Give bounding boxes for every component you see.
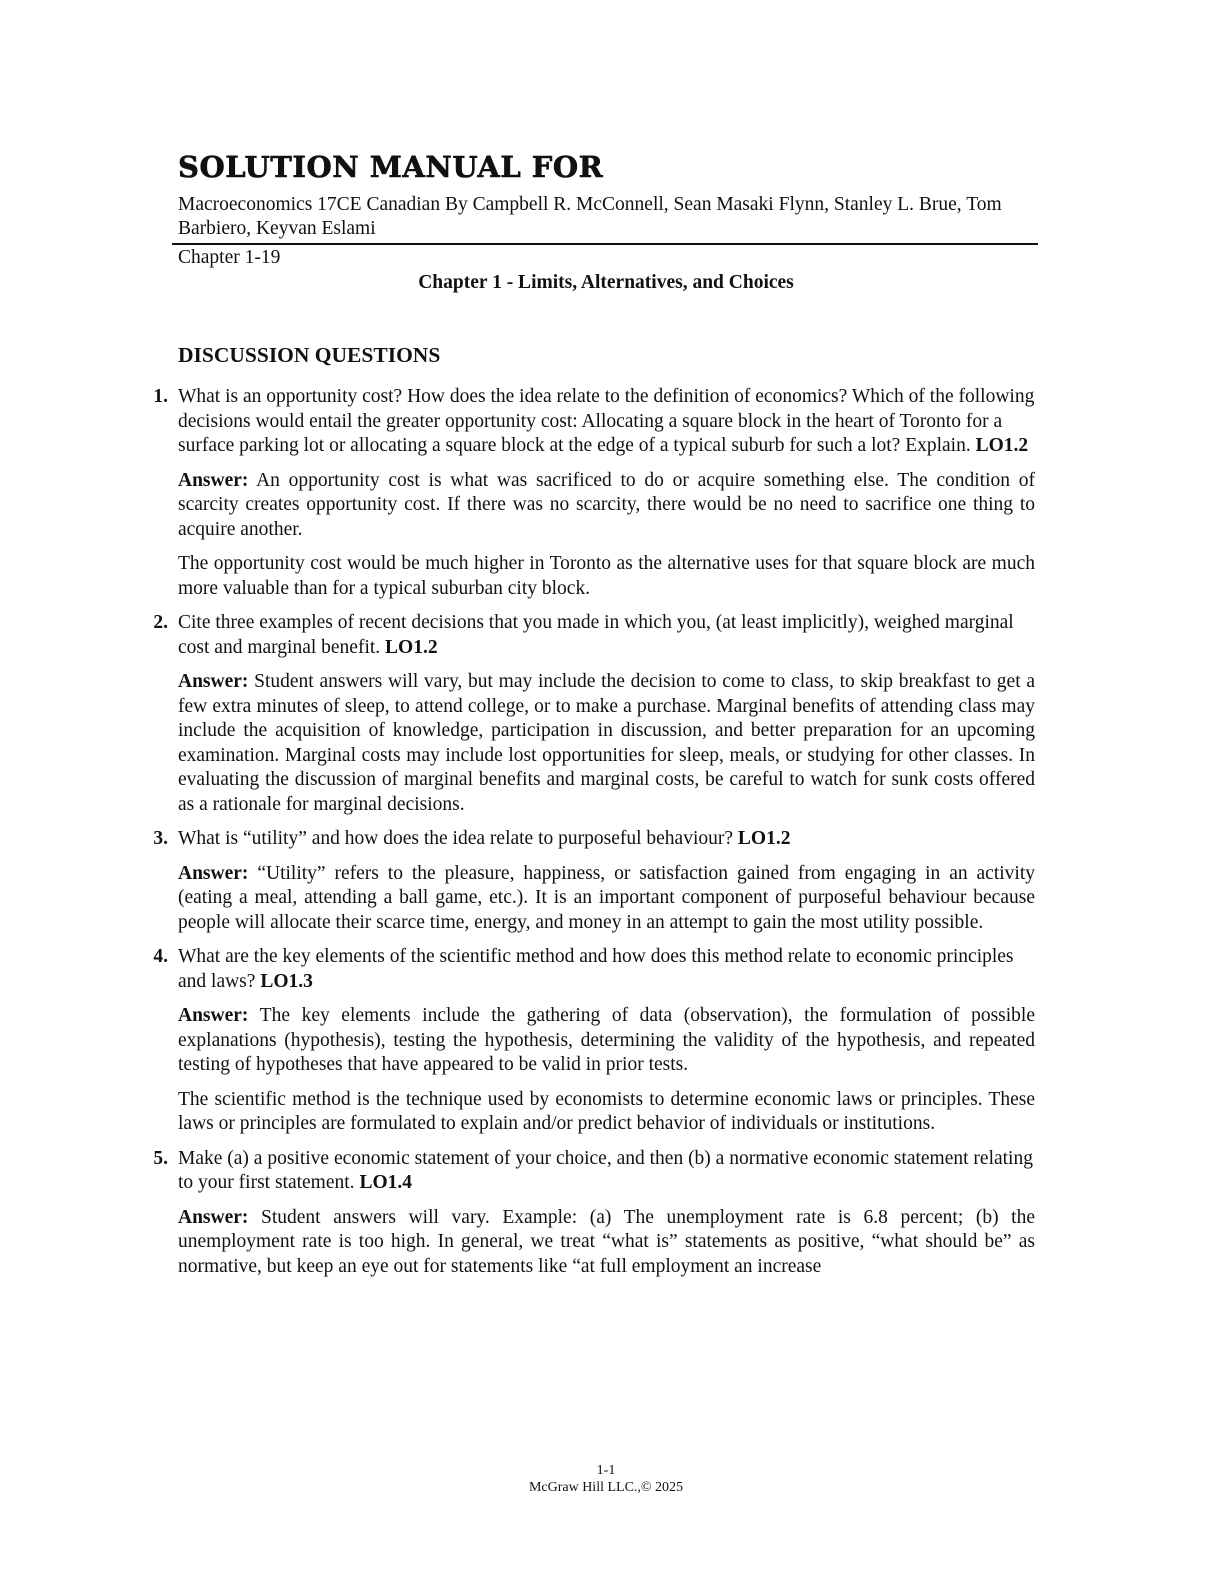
question-number: 2. bbox=[153, 612, 168, 633]
answer-paragraph: The opportunity cost would be much higher in Toronto as the alternative uses for that square block are much more valuable than for a typical suburban city block. bbox=[178, 553, 1035, 599]
learning-objective: LO1.2 bbox=[975, 435, 1029, 456]
answer-paragraph: Answer: Student answers will vary, but may include the decision to come to class, to skip breakfast to get a few extra minutes of sleep, to attend college, or to make a purchase. Marginal benefits of attending class may include the acquisition of knowledge, participation in discussion, and better preparation for an upcoming examination. Marginal costs may include lost opportunities for sleep, meals, or studying for other classes. In evaluating the discussion of marginal benefits and marginal costs, be careful to watch for sunk costs offered as a rationale for marginal decisions. bbox=[178, 671, 1036, 815]
section-heading: DISCUSSION QUESTIONS bbox=[178, 343, 441, 367]
question-item bbox=[140, 1147, 1035, 1280]
answer-label: Answer: bbox=[178, 1206, 249, 1228]
answer-block bbox=[178, 862, 1035, 936]
question-number: 5. bbox=[153, 1147, 168, 1169]
title-divider bbox=[172, 243, 1038, 245]
chapter-range: Chapter 1-19 bbox=[178, 247, 281, 268]
question-number: 1. bbox=[153, 386, 168, 407]
chapter-heading: Chapter 1 - Limits, Alternatives, and Choices bbox=[418, 272, 794, 293]
answer-paragraph: Answer: Student answers will vary. Example: (a) The unemployment rate is 6.8 percent; (b) the unemployment rate is too high. In general, we treat “what is” statements as positive, “what should be” as normative, but keep an eye out for statements like “at full employment an increase bbox=[178, 1206, 1036, 1277]
question-item bbox=[140, 945, 1035, 1137]
book-subtitle: Macroeconomics 17CE Canadian By Campbell R. McConnell, Sean Masaki Flynn, Stanley L. Brue, Tom Barbiero, Keyvan Eslami bbox=[178, 194, 1002, 239]
answer-block bbox=[178, 469, 1035, 602]
answer-paragraph: Answer: “Utility” refers to the pleasure, happiness, or satisfaction gained from engaging in an activity (eating a meal, attending a ball game, etc.). It is an important component of purposeful behaviour because people will allocate their scarce time, energy, and money in an attempt to gain the most utility possible. bbox=[178, 862, 1035, 933]
answer-block bbox=[178, 1004, 1035, 1137]
learning-objective: LO1.2 bbox=[385, 636, 438, 658]
question-item bbox=[140, 827, 1035, 935]
answer-label: Answer: bbox=[178, 671, 249, 692]
learning-objective: LO1.4 bbox=[359, 1172, 412, 1193]
answer-label: Answer: bbox=[178, 862, 249, 884]
question-text: What is an opportunity cost? How does the idea relate to the definition of economics? Which of the following decisions would entail the greater opportunity cost: Allocating a square block in the heart of Toronto for a surface parking lot or allocating a square block at the edge of a typical suburb for such a lot? Explain. LO1.2 bbox=[178, 386, 1035, 456]
question-item bbox=[140, 611, 1035, 817]
document-title: SOLUTION MANUAL FOR bbox=[178, 150, 604, 184]
answer-label: Answer: bbox=[178, 1005, 249, 1026]
page-footer bbox=[0, 1462, 1212, 1496]
question-list bbox=[140, 385, 1035, 1289]
answer-label: Answer: bbox=[178, 469, 249, 491]
answer-paragraph: Answer: The key elements include the gathering of data (observation), the formulation of possible explanations (hypothesis), testing the hypothesis, determining the validity of the hypothesis, and repeated testing of hypotheses that have appeared to be valid in prior tests. bbox=[178, 1005, 1035, 1075]
question-text: What is “utility” and how does the idea relate to purposeful behaviour? LO1.2 bbox=[178, 828, 791, 849]
learning-objective: LO1.3 bbox=[260, 970, 313, 992]
answer-block bbox=[178, 670, 1035, 817]
learning-objective: LO1.2 bbox=[737, 828, 791, 849]
answer-paragraph: The scientific method is the technique used by economists to determine economic laws or principles. These laws or principles are formulated to explain and/or predict behavior of individuals or institutions. bbox=[178, 1088, 1035, 1134]
question-text: What are the key elements of the scientific method and how does this method relate to economic principles and laws? LO1.3 bbox=[178, 946, 1014, 992]
answer-paragraph: Answer: An opportunity cost is what was sacrificed to do or acquire something else. The condition of scarcity creates opportunity cost. If there was no scarcity, there would be no need to sacrifice one thing to acquire another. bbox=[178, 469, 1035, 540]
question-number: 3. bbox=[153, 828, 168, 849]
question-text: Make (a) a positive economic statement of your choice, and then (b) a normative economic statement relating to your first statement. LO1.4 bbox=[178, 1147, 1033, 1193]
question-text: Cite three examples of recent decisions that you made in which you, (at least implicitly), weighed marginal cost and marginal benefit. LO1.2 bbox=[178, 612, 1014, 658]
question-number: 4. bbox=[153, 946, 168, 967]
answer-block bbox=[178, 1206, 1035, 1280]
copyright-notice: McGraw Hill LLC.,© 2025 bbox=[528, 1480, 684, 1495]
question-item bbox=[140, 385, 1035, 601]
page-number: 1-1 bbox=[596, 1463, 616, 1478]
